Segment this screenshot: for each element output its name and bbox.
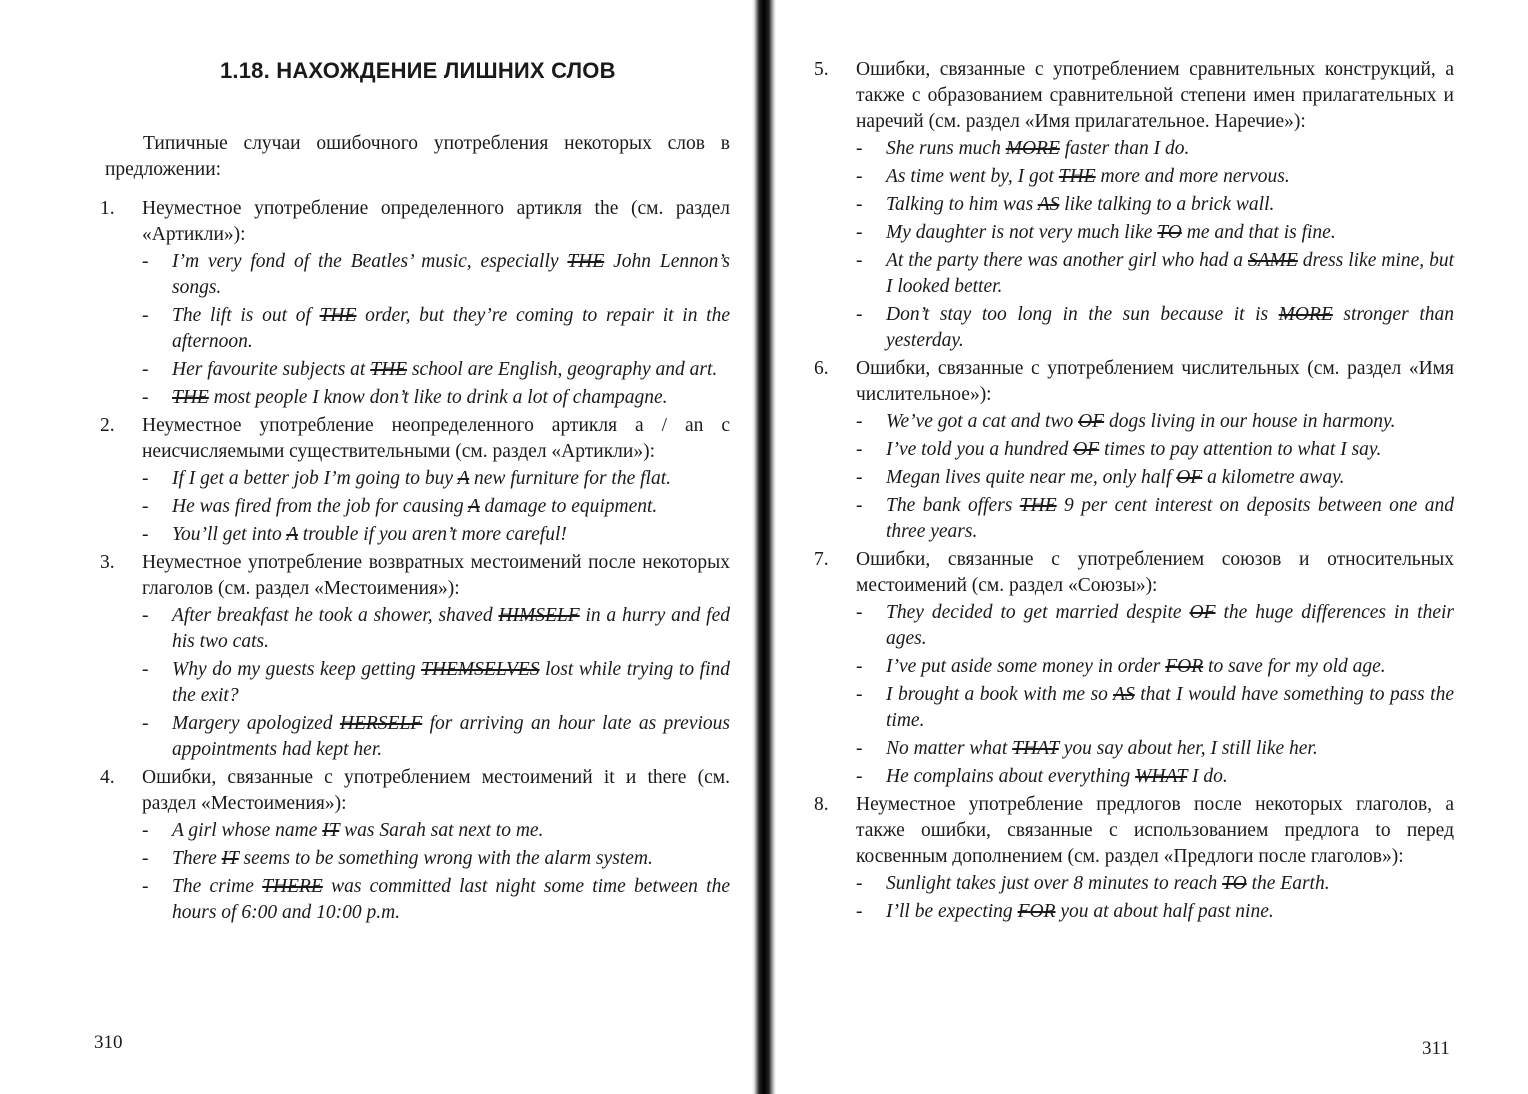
example-sentence <box>856 493 1454 545</box>
example-text-after: the huge differences in their ages. <box>886 602 1454 649</box>
struck-extra-word: THE <box>1019 495 1057 516</box>
example-sentence <box>856 302 1454 354</box>
example-text-after: dogs living in our house in harmony. <box>1104 411 1396 432</box>
bullet-dash: - <box>142 605 149 626</box>
struck-extra-word: AS <box>1113 684 1135 705</box>
example-sentence <box>142 385 730 411</box>
example-sentence <box>142 603 730 655</box>
example-text-after: to save for my old age. <box>1203 656 1386 677</box>
example-text-before: Megan lives quite near me, only half <box>886 467 1177 488</box>
example-text-before: A girl whose name <box>172 820 323 841</box>
bullet-dash: - <box>142 820 149 841</box>
bullet-dash: - <box>856 495 863 516</box>
example-text-after: was Sarah sat next to me. <box>339 820 544 841</box>
struck-extra-word: HIMSELF <box>498 605 580 626</box>
struck-extra-word: AS <box>1037 194 1060 215</box>
bullet-dash: - <box>856 602 863 623</box>
example-text-before: Why do my guests keep getting <box>172 659 422 680</box>
example-text-after: times to pay attention to what I say. <box>1099 439 1382 460</box>
example-text-before: Margery apologized <box>172 713 340 734</box>
struck-extra-word: THERE <box>262 876 323 897</box>
example-text-before: No matter what <box>886 738 1013 759</box>
struck-extra-word: MORE <box>1005 138 1060 159</box>
bullet-dash: - <box>856 738 863 759</box>
bullet-dash: - <box>142 251 149 272</box>
bullet-dash: - <box>856 411 863 432</box>
example-text-after: the Earth. <box>1246 873 1330 894</box>
example-text-after: dress like mine, but I looked better. <box>886 250 1455 297</box>
example-text-before: You’ll get into <box>172 524 287 545</box>
item-description: Неуместное употребление возвратных местоимений после некоторых глаголов (см. раздел «Местоимения»): <box>142 552 730 599</box>
example-text-after: John Lennon’s songs. <box>172 251 730 298</box>
example-text-before: I’ll be expecting <box>886 901 1018 922</box>
item-description: Неуместное употребление предлогов после некоторых глаголов, а также ошибки, связанные с использованием предлога to перед косвенным дополнением (см. раздел «Предлоги после глаголов»): <box>856 794 1454 867</box>
example-sentence <box>142 522 730 548</box>
example-text-after: that I would have something to pass the time. <box>886 684 1454 731</box>
struck-extra-word: THE <box>319 305 357 326</box>
example-sentence <box>142 249 730 301</box>
struck-extra-word: THE <box>172 387 209 408</box>
example-text-after: for arriving an hour late as previous appointments had kept her. <box>172 713 730 760</box>
example-text-after: seems to be something wrong with the alarm system. <box>238 848 653 869</box>
left-items-list <box>100 196 730 928</box>
example-sentence <box>856 682 1454 734</box>
item-description: Неуместное употребление определенного артикля the (см. раздел «Артикли»): <box>142 198 730 245</box>
item-number: 3. <box>100 552 115 573</box>
example-sentence <box>142 711 730 763</box>
bullet-dash: - <box>142 496 149 517</box>
example-text-before: We’ve got a cat and two <box>886 411 1079 432</box>
struck-extra-word: MORE <box>1278 304 1333 325</box>
example-text-before: Her favourite subjects at <box>172 359 371 380</box>
example-text-after: trouble if you aren’t more careful! <box>297 524 567 545</box>
bullet-dash: - <box>142 876 149 897</box>
example-text-after: a kilometre away. <box>1202 467 1345 488</box>
struck-extra-word: OF <box>1189 602 1216 623</box>
example-text-after: me and that is fine. <box>1181 222 1336 243</box>
example-text-after: order, but they’re coming to repair it in the afternoon. <box>172 305 730 352</box>
list-item <box>814 792 1454 925</box>
item-number: 5. <box>814 59 829 80</box>
example-sentence <box>856 871 1454 897</box>
list-item <box>100 196 730 411</box>
example-text-after: like talking to a brick wall. <box>1059 194 1275 215</box>
example-text-after: 9 per cent interest on deposits between one and three years. <box>886 495 1454 542</box>
example-text-before: The lift is out of <box>172 305 320 326</box>
bullet-dash: - <box>856 138 863 159</box>
bullet-dash: - <box>142 305 149 326</box>
item-description: Ошибки, связанные с употреблением местоимений it и there (см. раздел «Местоимения»): <box>142 767 730 814</box>
example-sentence <box>856 192 1454 218</box>
list-item <box>814 356 1454 545</box>
item-description: Ошибки, связанные с употреблением сравнительных конструкций, а также с образованием сравнительной степени имен прилагательных и наречий (см. раздел «Имя прилагательное. Наречие»): <box>856 59 1454 132</box>
example-text-before: I brought a book with me so <box>886 684 1114 705</box>
example-text-before: They decided to get married despite <box>886 602 1190 623</box>
struck-extra-word: A <box>468 496 480 517</box>
bullet-dash: - <box>856 194 863 215</box>
intro-paragraph: Типичные случаи ошибочного употребления некоторых слов в предложении: <box>105 133 730 180</box>
struck-extra-word: A <box>457 468 470 489</box>
bullet-dash: - <box>142 659 149 680</box>
example-sentence <box>856 409 1454 435</box>
example-sentence <box>142 657 730 709</box>
example-sentence <box>856 736 1454 762</box>
right-page <box>778 0 1528 1094</box>
example-text-after: was committed last night some time between the hours of 6:00 and 10:00 p.m. <box>172 876 730 923</box>
item-number: 8. <box>814 794 829 815</box>
item-description: Ошибки, связанные с употреблением союзов и относительных местоимений (см. раздел «Союзы»): <box>856 549 1454 596</box>
bullet-dash: - <box>142 468 149 489</box>
item-number: 2. <box>100 415 115 436</box>
list-item <box>100 413 730 548</box>
bullet-dash: - <box>856 656 863 677</box>
example-sentence <box>856 164 1454 190</box>
example-sentence <box>856 600 1454 652</box>
bullet-dash: - <box>856 439 863 460</box>
list-item <box>814 57 1454 354</box>
example-text-after: in a hurry and fed his two cats. <box>172 605 730 652</box>
example-text-after: stronger than yesterday. <box>886 304 1454 351</box>
example-sentence <box>856 220 1454 246</box>
example-text-before: Talking to him was <box>886 194 1038 215</box>
item-description: Ошибки, связанные с употреблением числительных (см. раздел «Имя числительное»): <box>856 358 1454 405</box>
example-text-before: My daughter is not very much like <box>886 222 1158 243</box>
example-sentence <box>142 846 730 872</box>
left-page <box>0 0 758 1094</box>
struck-extra-word: IT <box>322 820 340 841</box>
section-title: 1.18. НАХОЖДЕНИЕ ЛИШНИХ СЛОВ <box>220 58 616 83</box>
example-text-after: damage to equipment. <box>479 496 658 517</box>
example-text-before: The bank offers <box>886 495 1020 516</box>
example-text-after: you at about half past nine. <box>1055 901 1274 922</box>
list-item <box>100 550 730 763</box>
struck-extra-word: OF <box>1073 439 1100 460</box>
example-sentence <box>856 654 1454 680</box>
struck-extra-word: A <box>286 524 298 545</box>
example-text-before: As time went by, I got <box>886 166 1059 187</box>
bullet-dash: - <box>856 873 863 894</box>
example-text-before: If I get a better job I’m going to buy <box>172 468 458 489</box>
example-sentence <box>856 764 1454 790</box>
example-text-before: He was fired from the job for causing <box>172 496 469 517</box>
example-sentence <box>856 136 1454 162</box>
bullet-dash: - <box>142 359 149 380</box>
example-text-after: lost while trying to find the exit? <box>172 659 730 706</box>
struck-extra-word: THE <box>1058 166 1096 187</box>
struck-extra-word: HERSELF <box>339 713 423 734</box>
example-text-before: The crime <box>172 876 263 897</box>
bullet-dash: - <box>142 387 149 408</box>
example-sentence <box>142 303 730 355</box>
bullet-dash: - <box>856 304 863 325</box>
page-number-left: 310 <box>94 1032 123 1053</box>
example-sentence <box>856 437 1454 463</box>
struck-extra-word: THE <box>370 359 408 380</box>
example-text-after: new furniture for the flat. <box>469 468 672 489</box>
example-sentence <box>856 248 1454 300</box>
list-item <box>814 547 1454 790</box>
example-text-before: She runs much <box>886 138 1006 159</box>
example-text-before: After breakfast he took a shower, shaved <box>172 605 499 626</box>
bullet-dash: - <box>856 766 863 787</box>
struck-extra-word: THE <box>567 251 605 272</box>
page-number-right: 311 <box>1422 1038 1450 1059</box>
book-spine <box>752 0 776 1094</box>
example-text-after: more and more nervous. <box>1095 166 1290 187</box>
example-text-after: school are English, geography and art. <box>407 359 718 380</box>
struck-extra-word: TO <box>1222 873 1247 894</box>
item-description: Неуместное употребление неопределенного артикля a / an с неисчисляемыми существительными (см. раздел «Артикли»): <box>142 415 730 462</box>
example-text-after: I do. <box>1187 766 1228 787</box>
bullet-dash: - <box>856 467 863 488</box>
example-text-before: At the party there was another girl who had a <box>886 250 1249 271</box>
struck-extra-word: WHAT <box>1135 766 1188 787</box>
item-number: 1. <box>100 198 115 219</box>
struck-extra-word: FOR <box>1017 901 1056 922</box>
example-text-after: faster than I do. <box>1059 138 1190 159</box>
bullet-dash: - <box>856 250 863 271</box>
example-text-before: There <box>172 848 222 869</box>
struck-extra-word: THEMSELVES <box>421 659 540 680</box>
bullet-dash: - <box>142 524 149 545</box>
example-text-after: you say about her, I still like her. <box>1058 738 1318 759</box>
bullet-dash: - <box>142 848 149 869</box>
example-text-before: I’ve put aside some money in order <box>886 656 1166 677</box>
item-number: 6. <box>814 358 829 379</box>
item-number: 4. <box>100 767 115 788</box>
example-sentence <box>142 874 730 926</box>
struck-extra-word: IT <box>221 848 239 869</box>
bullet-dash: - <box>856 684 863 705</box>
example-text-before: He complains about everything <box>886 766 1136 787</box>
example-sentence <box>856 899 1454 925</box>
example-sentence <box>856 465 1454 491</box>
bullet-dash: - <box>142 713 149 734</box>
example-text-before: I’m very fond of the Beatles’ music, especially <box>172 251 568 272</box>
list-item <box>100 765 730 926</box>
struck-extra-word: TO <box>1157 222 1182 243</box>
struck-extra-word: SAME <box>1248 250 1298 271</box>
struck-extra-word: FOR <box>1165 656 1204 677</box>
item-number: 7. <box>814 549 829 570</box>
example-text-after: most people I know don’t like to drink a lot of champagne. <box>208 387 668 408</box>
example-text-before: Sunlight takes just over 8 minutes to reach <box>886 873 1223 894</box>
bullet-dash: - <box>856 222 863 243</box>
right-items-list <box>814 57 1454 927</box>
example-text-before: I’ve told you a hundred <box>886 439 1074 460</box>
bullet-dash: - <box>856 901 863 922</box>
struck-extra-word: OF <box>1176 467 1203 488</box>
struck-extra-word: THAT <box>1012 738 1059 759</box>
struck-extra-word: OF <box>1078 411 1105 432</box>
example-sentence <box>142 494 730 520</box>
example-text-before: Don’t stay too long in the sun because it is <box>886 304 1279 325</box>
example-sentence <box>142 466 730 492</box>
bullet-dash: - <box>856 166 863 187</box>
example-sentence <box>142 357 730 383</box>
example-sentence <box>142 818 730 844</box>
